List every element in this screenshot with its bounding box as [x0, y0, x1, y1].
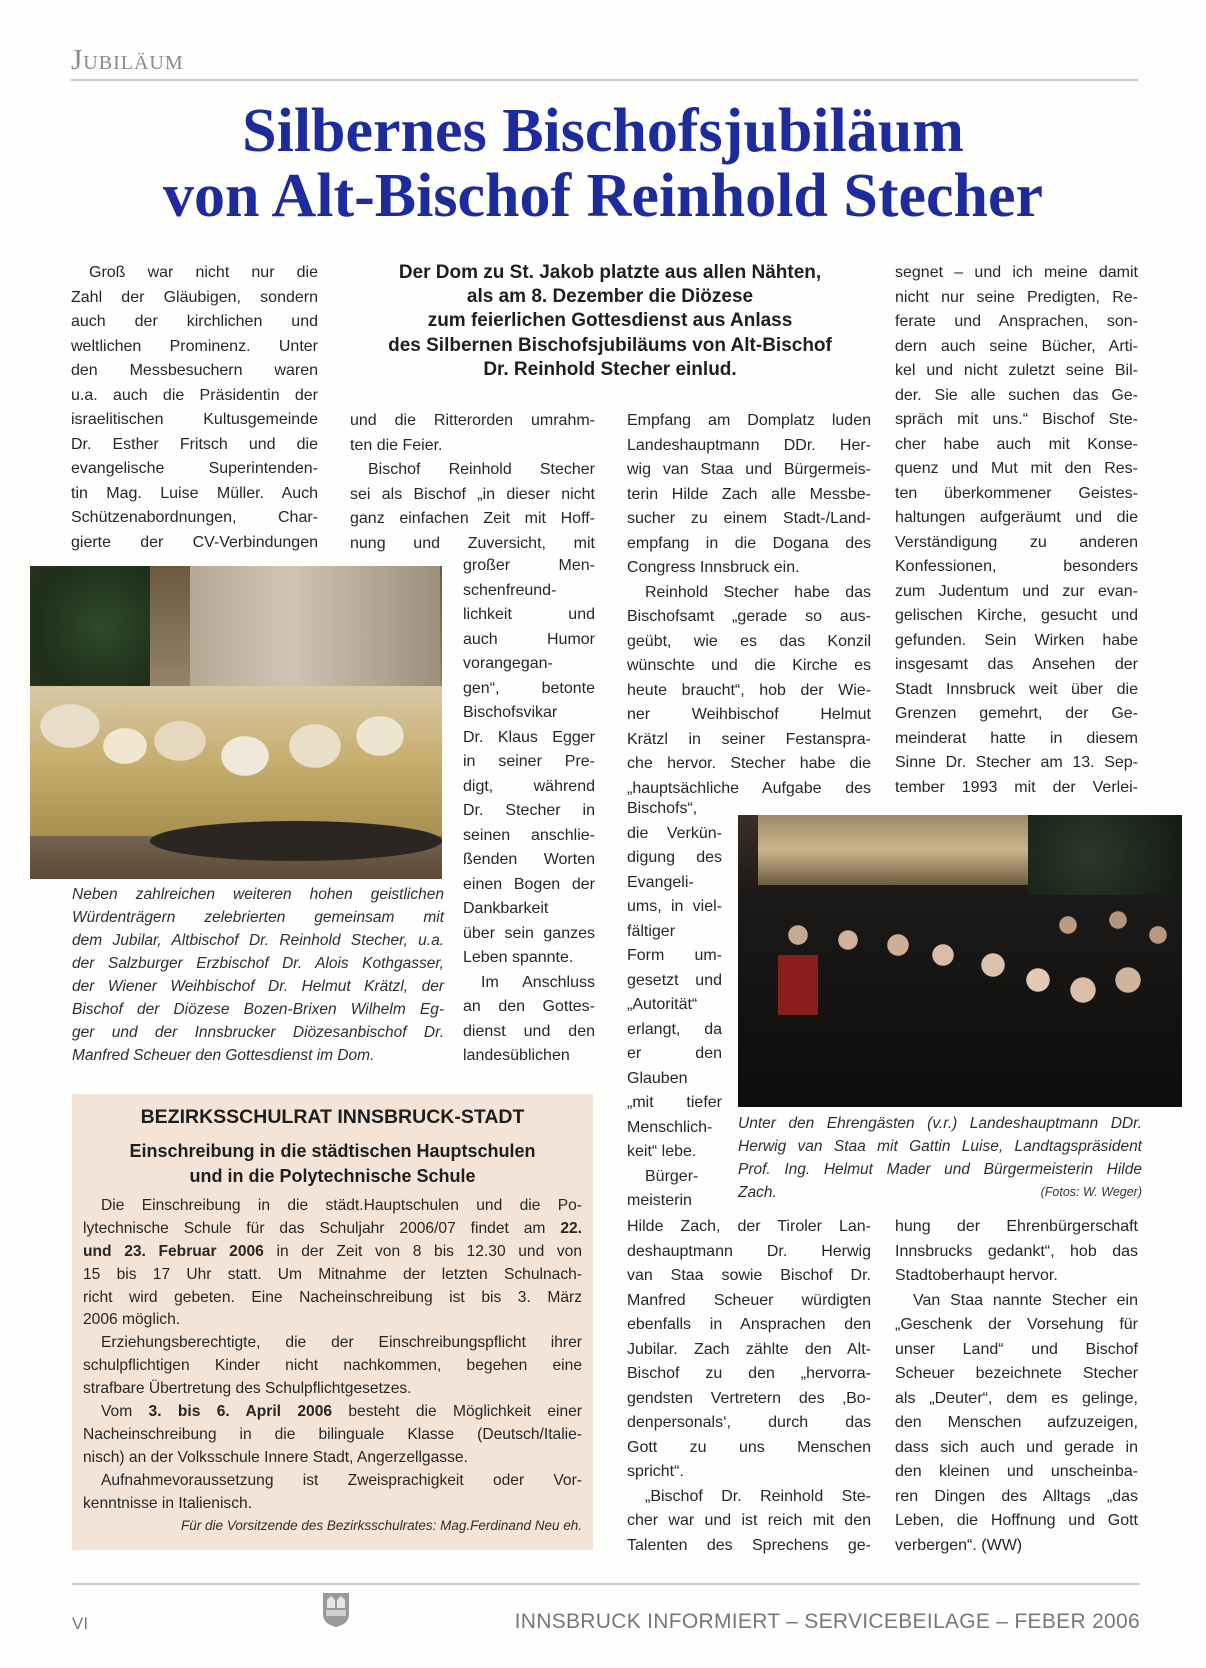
text-line: „Bischof Dr. Reinhold Ste- [645, 1487, 871, 1505]
text-line: den Menschen aufzuzeigen, [895, 1414, 1138, 1431]
text-line: ßenden Worten [463, 851, 595, 868]
marble-wall [190, 566, 440, 696]
text-line: Neben zahlreichen weiteren hohen geistlichen [72, 886, 444, 903]
text-line: „mit tiefer [627, 1094, 722, 1111]
nativity-scene [758, 815, 1028, 885]
text-line: nicht nur seine Predigten, Re- [895, 288, 1138, 306]
text-line: nisch) an der Volksschule Innere Stadt, Angerzellgasse. [83, 1448, 468, 1466]
paragraph [895, 261, 1138, 800]
paragraph [627, 1215, 871, 1485]
bold-text: 22. [560, 1219, 582, 1237]
christmas-tree [1028, 815, 1182, 895]
text-line: Leben spannte. [463, 949, 574, 966]
text-line: ferate und Ansprachen, son- [895, 313, 1138, 330]
text-line: Scheuer bezeichnete Stecher [895, 1365, 1138, 1382]
text-line: Hilde Zach, der Tiroler Lan- [627, 1218, 871, 1235]
text-line: sucher zu einem Stadt-/Land- [627, 510, 871, 527]
notice-body [83, 1195, 582, 1515]
text-line: Schützenabordnungen, Char- [71, 509, 318, 526]
text-line: Grenzen gemehrt, der Ge- [895, 705, 1138, 722]
paragraph [895, 1215, 1138, 1289]
text-line: Gott zu uns Menschen [627, 1438, 871, 1456]
text-line: evangelische Superintenden- [71, 460, 318, 477]
text-line: Manfred Scheuer würdigten [627, 1291, 871, 1309]
text-line: Bischof Reinhold Stecher [368, 461, 595, 478]
text-line: Innsbrucks gedankt“, hob das [895, 1242, 1138, 1260]
text-line: „hauptsächliche Aufgabe des [627, 779, 871, 797]
text-line: er den [627, 1045, 722, 1062]
text-line: wünschte und die Kirche es [627, 657, 871, 674]
text-line: Erziehungsberechtigte, die der Einschreibungspflicht ihrer [101, 1334, 582, 1352]
headline-line-1: Silbernes Bischofsjubiläum [242, 97, 964, 165]
headline-line-2: von Alt-Bischof Reinhold Stecher [162, 162, 1044, 230]
text-line: hung der Ehrenbürgerschaft [895, 1218, 1138, 1235]
text-line: 2006 möglich. [83, 1311, 181, 1329]
photo1-caption [72, 883, 444, 1067]
innsbruck-crest-icon [322, 1592, 350, 1628]
text-line: und die Ritterorden umrahm- [350, 412, 595, 429]
header-rule [71, 79, 1138, 81]
text-line: schenfreund- [463, 581, 557, 599]
text-line: als „Deuter“, dem es gelinge, [895, 1389, 1138, 1407]
text-line: kel und nicht zuletzt seine Bil- [895, 362, 1138, 379]
text-line: in seiner Pre- [463, 753, 595, 770]
article-lead [350, 261, 870, 382]
text-line: ner Weihbischof Helmut [627, 706, 871, 723]
text-line: meisterin [627, 1192, 692, 1209]
text-line: spräch mit uns.“ Bischof Ste- [895, 411, 1138, 428]
photo-guests-of-honour [738, 815, 1182, 1107]
text-line: der Salzburger Erzbischof Dr. Alois Kothgasser, [72, 955, 444, 972]
text-line: ten überkommener Geistes- [895, 484, 1138, 502]
text-line: cher habe auch mit Konse- [895, 435, 1138, 453]
text-line: schulpflichtigen Kinder nicht nachkommen, begehen eine [83, 1357, 582, 1375]
text-line: „Geschenk der Vorsehung für [895, 1316, 1138, 1333]
text-line: ebenfalls in Ansprachen den [627, 1316, 871, 1333]
section-label: Jubiläum [71, 44, 184, 76]
photo-credit: (Fotos: W. Weger) [1040, 1185, 1142, 1199]
text-line: Aufnahmevoraussetzung ist Zweisprachigkeit oder Vor- [101, 1471, 582, 1489]
text-line: Reinhold Stecher habe das [645, 583, 871, 601]
paragraph [350, 458, 595, 556]
text-line [83, 1241, 582, 1264]
text-line: den kleinen und unscheinba- [895, 1463, 1138, 1480]
text-line: die Verkün- [627, 824, 722, 842]
text-line: gesetzt und [627, 971, 722, 989]
paragraph [83, 1332, 582, 1401]
text-line: seinen anschlie- [463, 826, 595, 844]
text-segment: in der Zeit von 8 bis 12.30 und von [263, 1242, 583, 1260]
text-line: Stadtoberhaupt hervor. [895, 1267, 1058, 1284]
text-line: Dankbarkeit [463, 900, 549, 917]
text-line: richt wird gebeten. Eine Nacheinschreibung ist bis 3. März [83, 1288, 582, 1306]
text-line: Landeshauptmann DDr. Her- [627, 436, 871, 454]
article-column-3-top [627, 409, 871, 801]
text-line: Würdenträgern zelebrierten gemeinsam mit [72, 909, 444, 926]
text-line: großer Men- [463, 557, 595, 574]
text-line: Bischofsvikar [463, 704, 558, 721]
text-line: dern auch seine Bücher, Arti- [895, 337, 1138, 355]
paragraph [627, 797, 722, 1165]
text-line: landesüblichen [463, 1047, 570, 1064]
paragraph [627, 1165, 722, 1214]
text-line: Zahl der Gläubigen, sondern [71, 288, 318, 306]
lead-line: des Silbernen Bischofsjubiläums von Alt-Bischof [388, 334, 832, 356]
text-line: ten die Feier. [350, 436, 443, 454]
lead-line: als am 8. Dezember die Diözese [466, 286, 754, 308]
text-segment: Vom [101, 1403, 149, 1421]
text-line: deshauptmann Dr. Herwig [627, 1242, 871, 1260]
text-line: Bischof der Diözese Bozen-Brixen Wilhelm Eg- [72, 1001, 444, 1018]
text-line: Bischofsamt „gerade so aus- [627, 608, 871, 625]
altar [150, 821, 442, 861]
text-line: Bischof zu den „hervorra- [627, 1365, 871, 1382]
text-line: 15 bis 17 Uhr statt. Um Mitnahme der letzten Schulnach- [83, 1265, 582, 1283]
text-line: Leben, die Hoffnung und Gott [895, 1512, 1138, 1529]
text-line: den Messbesuchern waren [71, 362, 318, 379]
text-line: Menschlich- [627, 1118, 713, 1136]
article-column-4-bottom [895, 1215, 1138, 1558]
text-line [83, 1401, 582, 1424]
text-line: Krätzl in seiner Festanspra- [627, 730, 871, 748]
paragraph [71, 261, 318, 555]
text-line: Groß war nicht nur die [89, 264, 318, 281]
text-segment: besteht die Möglichkeit einer [332, 1403, 582, 1421]
text-line: terin Hilde Zach alle Messbe- [627, 485, 871, 503]
paragraph [83, 1195, 582, 1332]
text-line: Sinne Dr. Stecher am 13. Sep- [895, 754, 1138, 771]
paragraph [72, 883, 444, 1067]
text-line: Form um- [627, 947, 722, 964]
notice-subtitle-line: und in die Polytechnische Schule [189, 1166, 476, 1186]
text-line: keit“ lebe. [627, 1143, 697, 1160]
text-line: quenz und Mut mit den Res- [895, 460, 1138, 477]
text-line: auch der kirchlichen und [71, 313, 318, 330]
text-line: Bischofs“, [627, 800, 698, 817]
text-line: segnet – und ich meine damit [895, 264, 1138, 281]
text-line: strafbare Übertretung des Schulpflichtgesetzes. [83, 1380, 412, 1398]
text-line: Dr. Stecher in [463, 802, 595, 819]
footer-rule [72, 1583, 1140, 1585]
paragraph [463, 971, 595, 1069]
photo-bishops-mass [30, 566, 442, 879]
text-line: weltlichen Prominenz. Unter [71, 337, 318, 355]
text-line: wig van Staa und Bürgermeis- [627, 461, 871, 478]
lead-line: Der Dom zu St. Jakob platzte aus allen Nähten, [398, 262, 822, 283]
text-line: Manfred Scheuer den Gottesdienst im Dom. [72, 1047, 375, 1064]
text-line: denpersonals‘, durch das [627, 1414, 871, 1431]
text-line: Talenten des Sprechens ge- [627, 1536, 871, 1554]
text-line: cher war und ist reich mit den [627, 1512, 871, 1529]
text-line: erlangt, da [627, 1020, 722, 1038]
article-column-3-bottom [627, 1215, 871, 1558]
text-line: der Wiener Weihbischof Dr. Helmut Krätzl, der [72, 978, 444, 995]
text-line: dem Jubilar, Altbischof Dr. Reinhold Stecher, u.a. [72, 932, 444, 949]
text-line: Dr. Esther Fritsch und die [71, 435, 318, 453]
bold-text: 3. bis 6. April 2006 [148, 1403, 333, 1421]
text-segment: lytechnische Schule für das Schuljahr 2006/07 findet am [83, 1219, 561, 1237]
article-column-4-top [895, 261, 1138, 800]
text-line: meinderat hatte in diesem [895, 729, 1138, 747]
text-line: Van Staa nannte Stecher ein [913, 1291, 1138, 1309]
text-line: insgesamt das Ansehen der [895, 656, 1138, 673]
text-line: Evangeli- [627, 873, 694, 891]
paragraph [463, 554, 595, 971]
text-line: Nacheinschreibung in die bilinguale Klasse (Deutsch/Italie- [83, 1425, 582, 1443]
paragraph [895, 1289, 1138, 1559]
publication-footer: INNSBRUCK INFORMIERT – SERVICEBEILAGE – FEBER 2006 [514, 1610, 1140, 1633]
text-line: kenntnisse in Italienisch. [83, 1494, 253, 1512]
text-line: gefunden. Sein Wirken habe [895, 631, 1138, 649]
paragraph [627, 409, 871, 581]
article-column-3-narrow [627, 797, 722, 1214]
text-line: digung des [627, 849, 722, 866]
text-line: gierte der CV-Verbindungen [71, 533, 318, 551]
text-line: spricht“. [627, 1463, 684, 1480]
paragraph [627, 1485, 871, 1559]
text-line: dienst und den [463, 1022, 595, 1040]
text-line: ger und der Innsbrucker Diözesanbischof Dr. [72, 1024, 444, 1041]
text-line: gelischen Kirche, gesucht und [895, 607, 1138, 624]
school-enrollment-notice [72, 1094, 593, 1550]
text-line: nung und Zuversicht, mit [350, 534, 595, 552]
text-line: fältiger [627, 922, 676, 940]
text-line: Die Einschreibung in die städt.Hauptschulen und die Po- [101, 1197, 582, 1214]
notice-subtitle-line: Einschreibung in die städtischen Hauptschulen [129, 1141, 536, 1161]
paragraph [350, 409, 595, 458]
text-line: Congress Innsbruck ein. [627, 559, 800, 576]
text-line [83, 1218, 582, 1241]
text-line: israelitischen Kultusgemeinde [71, 411, 318, 428]
text-line: geübt, wie es das Konzil [627, 632, 871, 650]
text-line: tember 1993 mit der Verlei- [895, 778, 1138, 796]
text-line: Stadt Innsbruck weit über die [895, 680, 1138, 698]
text-line: Empfang am Domplatz luden [627, 412, 871, 429]
text-line: ganz einfachen Zeit mit Hoff- [350, 510, 595, 527]
text-line: Im Anschluss [481, 973, 595, 991]
text-line: Jubilar. Zach zählte den Alt- [627, 1340, 871, 1358]
text-line: haltungen aufgeräumt und die [895, 509, 1138, 526]
text-line: Unter den Ehrengästen (v.r.) Landeshauptmann DDr. [738, 1115, 1142, 1132]
paragraph [83, 1470, 582, 1516]
notice-title: BEZIRKSSCHULRAT INNSBRUCK-STADT [140, 1106, 525, 1128]
clergy-vestments [30, 686, 442, 836]
text-line: vorangegan- [463, 655, 553, 672]
text-line: Konfessionen, besonders [895, 558, 1138, 575]
page-number: VI [72, 1614, 89, 1633]
text-line: Prof. Ing. Helmut Mader und Bürgermeisterin Hilde [738, 1161, 1142, 1178]
text-line: der. Sie alle suchen das Ge- [895, 386, 1138, 404]
text-line: an den Gottes- [463, 998, 595, 1015]
text-line: „Autorität“ [627, 996, 698, 1013]
text-line: Glauben [627, 1069, 688, 1087]
text-line: van Staa sowie Bischof Dr. [627, 1267, 871, 1284]
text-line: u.a. auch die Präsidentin der [71, 386, 318, 404]
text-line: empfang in die Dogana des [627, 534, 871, 552]
text-line: Dr. Klaus Egger [463, 728, 595, 746]
paragraph [83, 1401, 582, 1470]
text-line: gen“, betonte [463, 679, 595, 697]
article-column-2-top [350, 409, 595, 556]
text-line: ren Dingen des Alltags „das [895, 1487, 1138, 1505]
text-line: che hervor. Stecher habe die [627, 755, 871, 772]
article-column-1 [71, 261, 318, 555]
paragraph [627, 581, 871, 802]
notice-subtitle [72, 1139, 593, 1189]
text-line: verbergen“. (WW) [895, 1536, 1023, 1554]
text-line: digt, während [463, 777, 595, 795]
text-line: unser Land“ und Bischof [895, 1340, 1138, 1358]
uniformed-guard [778, 955, 818, 1015]
notice-signature: Für die Vorsitzende des Bezirksschulrates: Mag.Ferdinand Neu eh. [181, 1518, 582, 1533]
bold-text: und 23. Februar 2006 [83, 1242, 264, 1260]
text-line: lichkeit und [463, 606, 595, 623]
text-line: zum Judentum und zur evan- [895, 582, 1138, 600]
text-line: dass sich auch und gerade in [895, 1438, 1138, 1456]
text-line: heute braucht“, hob der Wie- [627, 681, 871, 699]
article-column-2-narrow [463, 554, 595, 1069]
text-line: Bürger- [645, 1167, 699, 1185]
text-line: Zach. [738, 1184, 777, 1201]
text-line: über sein ganzes [463, 924, 595, 942]
text-line: einen Bogen der [463, 875, 595, 893]
lead-line: Dr. Reinhold Stecher einlud. [483, 358, 737, 380]
text-line: ums, in viel- [627, 898, 722, 915]
text-line: gendsten Vertretern des ‚Bo- [627, 1389, 871, 1407]
text-line: auch Humor [463, 630, 595, 648]
text-line: sei als Bischof „in dieser nicht [350, 485, 595, 503]
lead-line: zum feierlichen Gottesdienst aus Anlass [427, 310, 793, 332]
text-line: Herwig van Staa mit Gattin Luise, Landtagspräsident [738, 1138, 1142, 1155]
text-line: Verständigung zu anderen [895, 533, 1138, 551]
text-line: tin Mag. Luise Müller. Auch [71, 484, 318, 502]
